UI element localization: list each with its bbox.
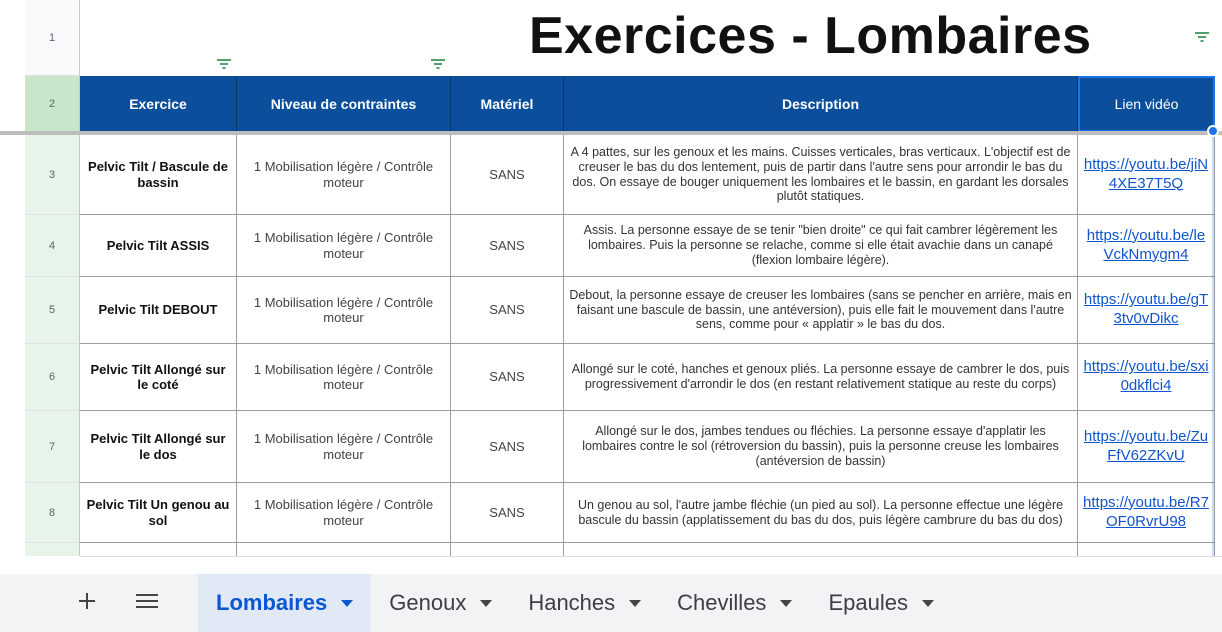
table-row [80,483,1215,543]
table-row [80,277,1215,344]
grid-left-margin [0,0,25,556]
cell-materiel[interactable]: SANS [451,277,564,343]
menu-icon [136,593,158,614]
selection-fill-handle[interactable] [1207,125,1219,137]
table-row [80,135,1215,215]
filter-icon[interactable] [431,59,445,69]
cell-exercice[interactable]: Pelvic Tilt / Bascule de bassin [80,135,237,214]
cell-video-link[interactable]: https://youtu.be/ZuFfV62ZKvU [1078,411,1215,482]
cell-materiel[interactable]: SANS [451,215,564,276]
cell-empty[interactable] [451,543,564,556]
row-number[interactable] [25,543,80,556]
cell-niveau[interactable]: 1 Mobilisation légère / Contrôle moteur [237,277,451,343]
horizontal-scroll-area[interactable] [80,556,1222,574]
chevron-down-icon[interactable] [480,600,492,607]
row-number[interactable]: 1 [25,0,80,76]
header-lien-video[interactable]: Lien vidéo [1078,76,1215,132]
cell-video-link[interactable]: https://youtu.be/gT3tv0vDikc [1078,277,1215,343]
tab-label: Hanches [528,590,616,615]
row-number[interactable]: 5 [25,277,80,344]
row-number[interactable]: 3 [25,135,80,215]
cell-description[interactable]: Debout, la personne essaye de creuser les lombaires (sans se pencher en arrière, mais en faisant une bascule de bassin, une antéversion), puis elle fait le mouvement dans l'autre sens, comme pour « applatir » le bas du dos. [564,277,1078,343]
chevron-down-icon[interactable] [341,600,353,607]
cell-video-link[interactable]: https://youtu.be/R7OF0RvrU98 [1078,483,1215,542]
row-number[interactable]: 7 [25,411,80,483]
row-number[interactable]: 6 [25,344,80,411]
cell-exercice[interactable]: Pelvic Tilt DEBOUT [80,277,237,343]
filter-icon[interactable] [217,59,231,69]
cell-niveau[interactable]: 1 Mobilisation légère / Contrôle moteur [237,411,451,482]
cell-video-link[interactable]: https://youtu.be/leVckNmygm4 [1078,215,1215,276]
tab-lombaires[interactable] [198,574,371,632]
cell-description[interactable]: Assis. La personne essaye de se tenir "bien droite" ce qui fait cambrer légèrement les lombaires. Puis la personne se relache, comme si elle était avachie dans un canapé (flexion lombaire légère). [564,215,1078,276]
cell-empty[interactable] [1078,543,1215,556]
cell-exercice[interactable]: Pelvic Tilt ASSIS [80,215,237,276]
row-number[interactable]: 4 [25,215,80,277]
cell-description[interactable]: Un genou au sol, l'autre jambe fléchie (un pied au sol). La personne effectue une légère bascule du bassin (applatissement du bas du dos, puis légère cambrure du bas du dos) [564,483,1078,542]
column-selection-edge [1212,76,1214,556]
table-row-partial [80,543,1215,556]
cell-description[interactable]: Allongé sur le coté, hanches et genoux pliés. La personne essaye de cambrer le dos, puis progressivement d'arrondir le dos (en restant relativement statique au reste du corps) [564,344,1078,410]
header-materiel[interactable]: Matériel [451,76,564,132]
cell-niveau[interactable]: 1 Mobilisation légère / Contrôle moteur [237,215,451,276]
tab-label: Chevilles [677,590,767,615]
cell-exercice[interactable]: Pelvic Tilt Allongé sur le coté [80,344,237,410]
cell-video-link[interactable]: https://youtu.be/jiN4XE37T5Q [1078,135,1215,214]
header-row [80,76,1215,132]
cell-empty[interactable] [237,543,451,556]
row-number[interactable]: 8 [25,483,80,543]
cell-materiel[interactable]: SANS [451,344,564,410]
cell-video-link[interactable]: https://youtu.be/sxi0dkflci4 [1078,344,1215,410]
row-number-column [25,0,80,556]
row-number[interactable]: 2 [25,76,80,132]
plus-icon [78,592,96,615]
cell-materiel[interactable]: SANS [451,135,564,214]
cell-materiel[interactable]: SANS [451,483,564,542]
tab-epaules[interactable] [810,574,952,632]
cell-exercice[interactable]: Pelvic Tilt Allongé sur le dos [80,411,237,482]
chevron-down-icon[interactable] [780,600,792,607]
cell-description[interactable]: A 4 pattes, sur les genoux et les mains. Cuisses verticales, bras verticaux. L'objectif est de creuser le bas du dos lentement, puis de partir dans l'autre sens pour arrondir le bas du dos. On essaye de bouger uniquement les lombaires et le bassin, en gardant les dorsales plutôt statiques. [564,135,1078,214]
tab-label: Lombaires [216,590,328,615]
chevron-down-icon[interactable] [922,600,934,607]
cell-materiel[interactable]: SANS [451,411,564,482]
sheet-tab-bar [0,574,1222,632]
cell-niveau[interactable]: 1 Mobilisation légère / Contrôle moteur [237,483,451,542]
filter-icon[interactable] [1195,32,1209,42]
title-row [80,0,1222,76]
header-exercice[interactable]: Exercice [80,76,237,132]
tab-chevilles[interactable] [659,574,810,632]
tab-hanches[interactable] [510,574,659,632]
tab-genoux[interactable] [371,574,510,632]
table-row [80,215,1215,277]
cell-description[interactable]: Allongé sur le dos, jambes tendues ou fléchies. La personne essaye d'applatir les lombaires contre le sol (rétroversion du bassin), puis la personne creuse les lombaires (antéversion de bassin) [564,411,1078,482]
header-niveau[interactable]: Niveau de contraintes [237,76,451,132]
table-row [80,411,1215,483]
header-description[interactable]: Description [564,76,1078,132]
table-row [80,344,1215,411]
add-sheet-button[interactable] [67,583,107,623]
tab-label: Epaules [828,590,908,615]
all-sheets-button[interactable] [127,583,167,623]
cell-niveau[interactable]: 1 Mobilisation légère / Contrôle moteur [237,344,451,410]
chevron-down-icon[interactable] [629,600,641,607]
cell-niveau[interactable]: 1 Mobilisation légère / Contrôle moteur [237,135,451,214]
cell-empty[interactable] [564,543,1078,556]
cell-exercice[interactable]: Pelvic Tilt Un genou au sol [80,483,237,542]
cell-empty[interactable] [80,543,237,556]
tab-label: Genoux [389,590,467,615]
sheet-title[interactable]: Exercices - Lombaires [529,7,1092,65]
